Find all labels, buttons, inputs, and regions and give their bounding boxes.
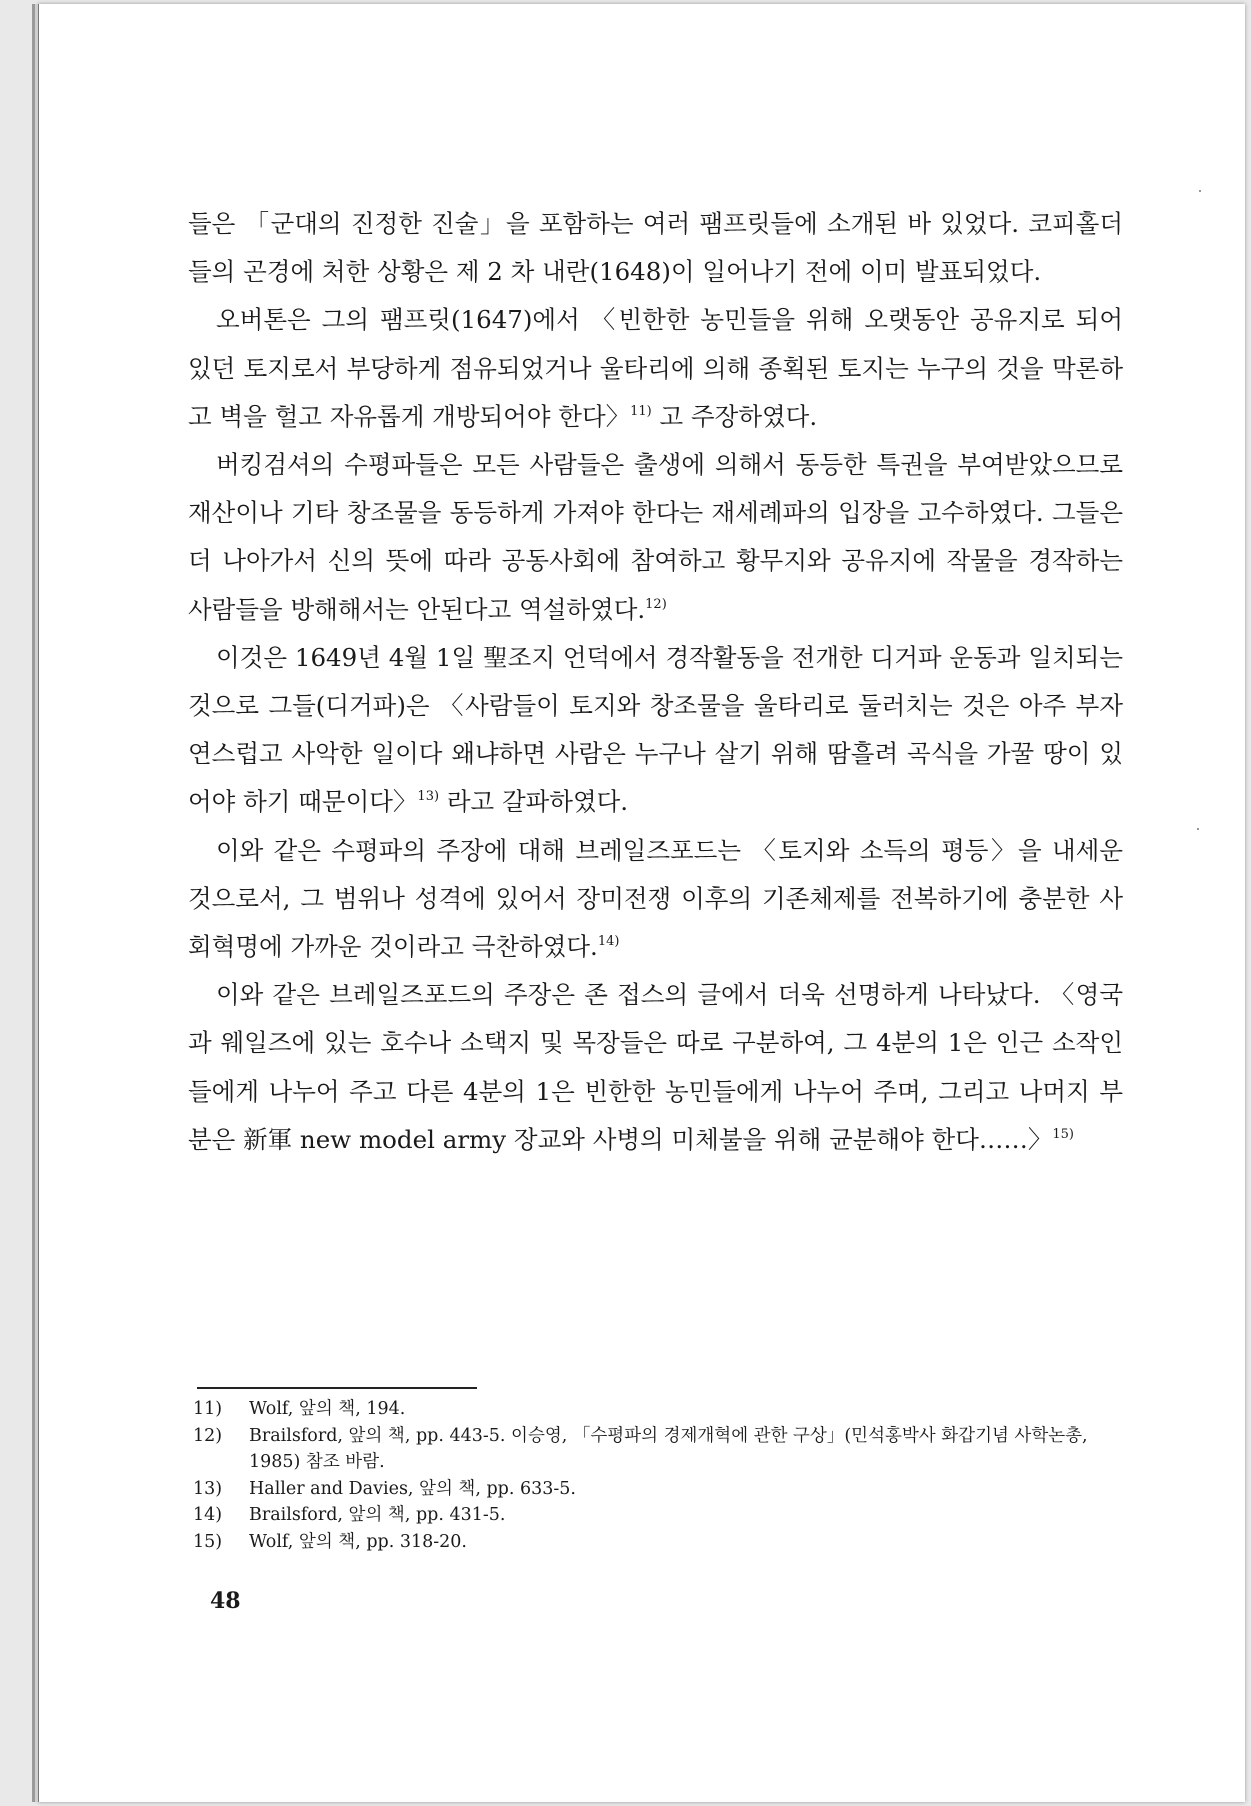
footnote-number: 15) — [193, 1531, 223, 1552]
footnote — [193, 1423, 1123, 1476]
footnote-number: 14) — [193, 1505, 223, 1525]
footnote-text: Haller and Davies, 앞의 책, pp. 633-5. — [249, 1478, 576, 1499]
paragraph-text: 들은 「군대의 진정한 진술」을 포함하는 여러 팸프릿들에 소개된 바 있었다. 코피홀더들의 곤경에 처한 상황은 제 2 차 내란(1648)이 일어나기 전에 이미 발표되었다. — [188, 209, 1123, 287]
book-page — [38, 4, 1245, 1802]
paragraph-text: 오버톤은 그의 팸프릿(1647)에서 〈빈한한 농민들을 위해 오랫동안 공유지로 되어 있던 토지로서 부당하게 점유되었거나 울타리에 의해 종획된 토지는 누구의 것을 막론하고 벽을 헐고 자유롭게 개방되어야 한다〉 — [188, 305, 1123, 431]
footnote-text: Brailsford, 앞의 책, pp. 443-5. 이승영, 「수평파의 경제개혁에 관한 구상」(민석홍박사 화갑기념 사학논총, 1985) 참조 바람. — [249, 1425, 1088, 1472]
paragraph — [188, 827, 1123, 972]
paragraph — [188, 634, 1123, 827]
scan-speck — [1199, 190, 1201, 192]
footnote-number: 12) — [193, 1425, 223, 1446]
scan-speck — [1197, 828, 1199, 830]
paragraph — [188, 971, 1123, 1164]
paragraph — [188, 441, 1123, 634]
footnote-number: 13) — [193, 1478, 223, 1499]
footnote-ref: 15) — [1052, 1126, 1074, 1142]
footnote — [193, 1502, 1123, 1529]
paragraph-text: 버킹검셔의 수평파들은 모든 사람들은 출생에 의해서 동등한 특권을 부여받았으므로 재산이나 기타 창조물을 동등하게 가져야 한다는 재세례파의 입장을 고수하였다. 그들은 더 나아가서 신의 뜻에 따라 공동사회에 참여하고 황무지와 공유지에 작물을 경작하는 사람들을 방해해서는 안된다고 역설하였다. — [188, 450, 1123, 624]
paragraph-text: 이와 같은 수평파의 주장에 대해 브레일즈포드는 〈토지와 소득의 평등〉을 내세운 것으로서, 그 범위나 성격에 있어서 장미전쟁 이후의 기존체제를 전복하기에 충분한 사회혁명에 가까운 것이라고 극찬하였다. — [188, 835, 1123, 962]
footnote-ref: 11) — [630, 403, 652, 419]
footnote-ref: 14) — [597, 934, 620, 950]
body-text — [188, 200, 1123, 1164]
footnote-text: Brailsford, 앞의 책, pp. 431-5. — [249, 1505, 506, 1525]
footnote-text: Wolf, 앞의 책, pp. 318-20. — [249, 1531, 467, 1552]
footnote-divider — [197, 1387, 477, 1389]
paragraph-text-tail: 고 주장하였다. — [651, 401, 818, 431]
paragraph — [188, 200, 1123, 296]
footnote — [193, 1396, 1123, 1423]
paragraph-text-tail: 라고 갈파하였다. — [439, 787, 629, 817]
footnote-ref: 13) — [417, 789, 440, 805]
footnote-number: 11) — [193, 1399, 223, 1419]
footnote — [193, 1476, 1123, 1503]
paragraph — [188, 296, 1123, 441]
paragraph-text: 이것은 1649년 4월 1일 聖조지 언덕에서 경작활동을 전개한 디거파 운동과 일치되는 것으로 그들(디거파)은 〈사람들이 토지와 창조물을 울타리로 둘러치는 것은 아주 부자연스럽고 사악한 일이다 왜냐하면 사람은 누구나 살기 위해 땀흘려 곡식을 가꿀 땅이 있어야 하기 때문이다〉 — [188, 642, 1123, 817]
footnote-ref: 12) — [645, 596, 667, 612]
footnote-text: Wolf, 앞의 책, 194. — [249, 1399, 406, 1419]
paragraph-text: 이와 같은 브레일즈포드의 주장은 존 접스의 글에서 더욱 선명하게 나타났다. 〈영국과 웨일즈에 있는 호수나 소택지 및 목장들은 따로 구분하여, 그 4분의 1은 인근 소작인들에게 나누어 주고 다른 4분의 1은 빈한한 농민들에게 나누어 주며, 그리고 나머지 부분은 新軍 new model army 장교와 사병의 미체불을 위해 균분해야 한다……〉 — [188, 980, 1123, 1154]
footnote — [193, 1529, 1123, 1556]
footnotes — [193, 1396, 1123, 1555]
page-number: 48 — [210, 1588, 241, 1614]
